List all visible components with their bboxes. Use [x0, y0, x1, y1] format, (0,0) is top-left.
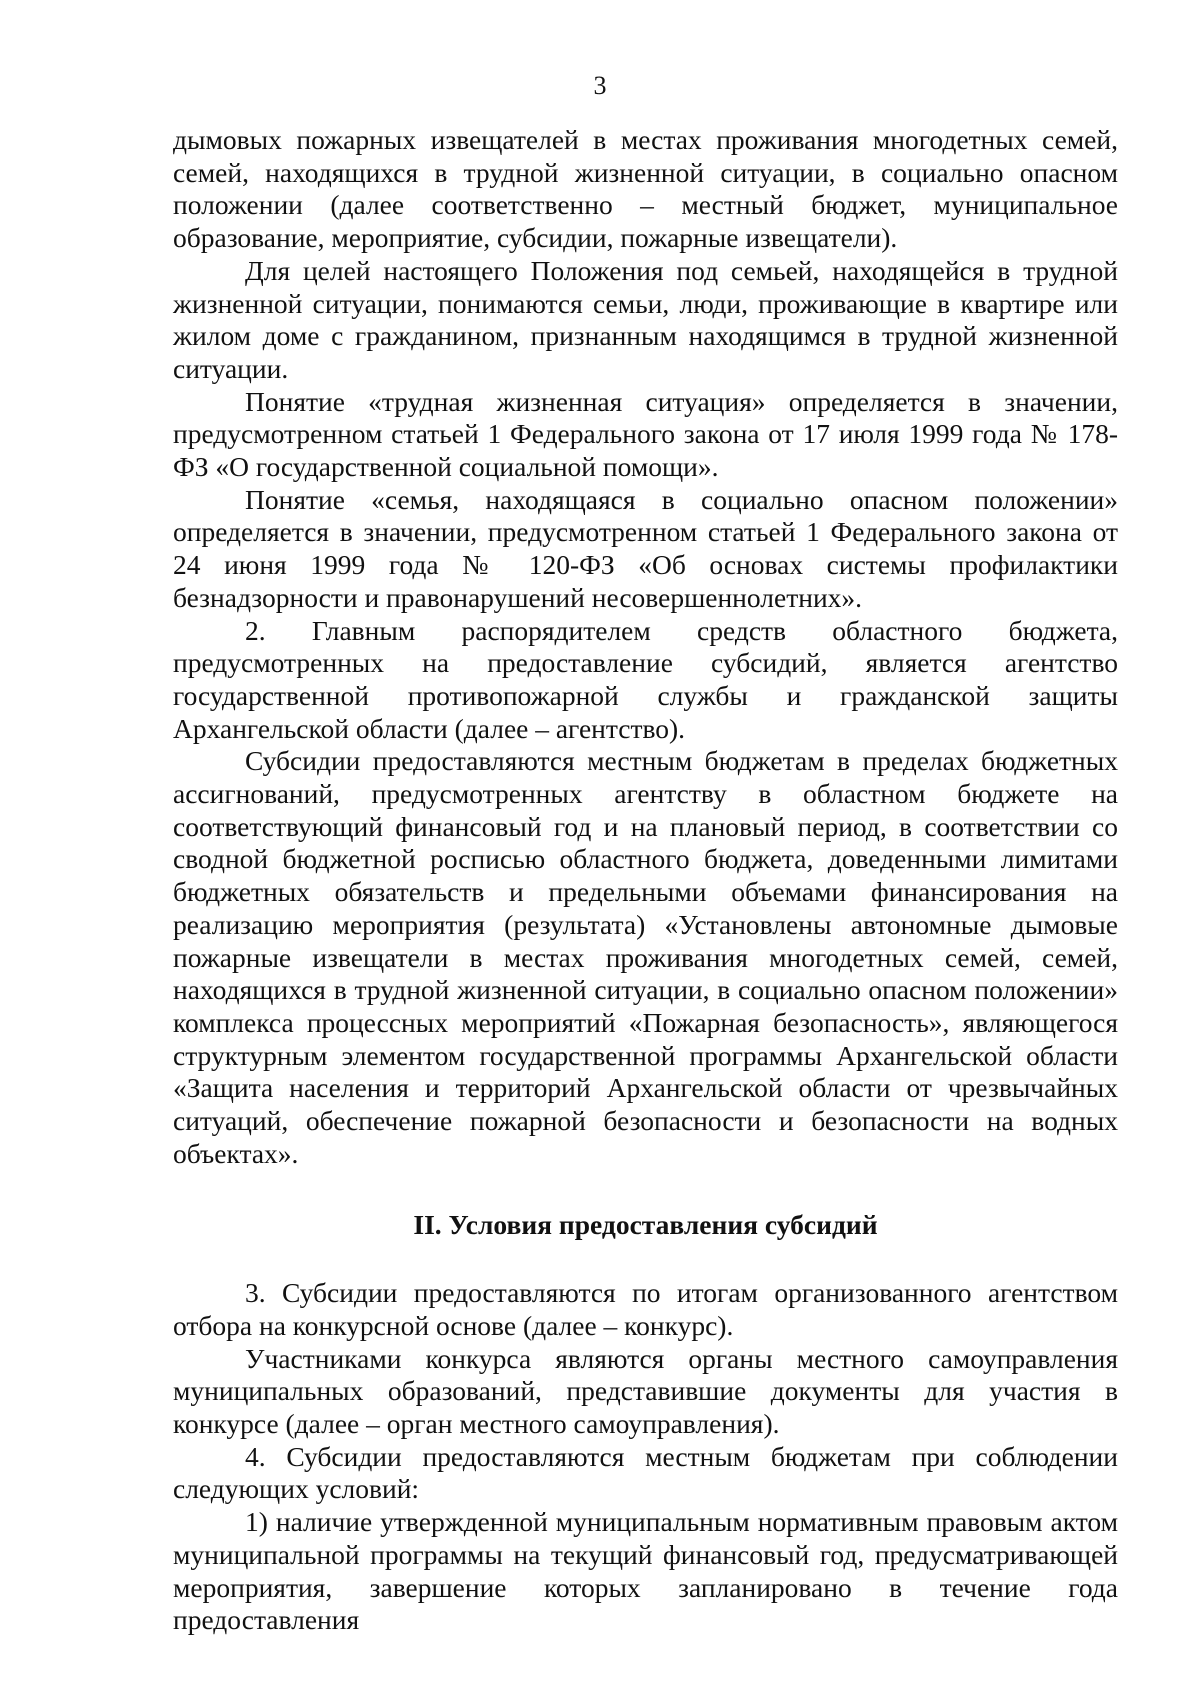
paragraph-difficult-situation: Понятие «трудная жизненная ситуация» определяется в значении, предусмотренном статьей 1 Федерального закона от 17 июля 1999 года № 178-ФЗ «О государственной социальной помощи».	[173, 385, 1118, 483]
paragraph-family-definition: Для целей настоящего Положения под семьей, находящейся в трудной жизненной ситуации, понимаются семьи, люди, проживающие в квартире или жилом доме с гражданином, признанным находящимся в трудной жизненной ситуации.	[173, 254, 1118, 384]
paragraph-item-3: 3. Субсидии предоставляются по итогам организованного агентством отбора на конкурсной основе (далее – конкурс).	[173, 1277, 1118, 1341]
page-number: 3	[593, 71, 607, 100]
paragraph-continuation: дымовых пожарных извещателей в местах проживания многодетных семей, семей, находящихся в трудной жизненной ситуации, в социально опасном положении (далее соответственно – местный бюджет, муниципальное образование, мероприятие, субсидии, пожарные извещатели).	[173, 124, 1118, 254]
paragraph-item-2: 2. Главным распорядителем средств областного бюджета, предусмотренных на предоставление субсидий, является агентство государственной противопожарной службы и гражданской защиты Архангельской области (далее – агентство).	[173, 614, 1118, 744]
paragraph-socially-dangerous: Понятие «семья, находящаяся в социально опасном положении» определяется в значении, предусмотренном статьей 1 Федерального закона от 24 июня 1999 года № 120-ФЗ «Об основах системы профилактики безнадзорности и правонарушений несовершеннолетних».	[173, 483, 1118, 613]
section-heading: II. Условия предоставления субсидий	[413, 1208, 878, 1240]
paragraph-participants: Участниками конкурса являются органы местного самоуправления муниципальных образований, представившие документы для участия в конкурсе (далее – орган местного самоуправления).	[173, 1342, 1118, 1440]
paragraph-item-4: 4. Субсидии предоставляются местным бюджетам при соблюдении следующих условий:	[173, 1440, 1118, 1505]
paragraph-condition-1: 1) наличие утвержденной муниципальным нормативным правовым актом муниципальной программы на текущий финансовый год, предусматривающей мероприятия, завершение которых запланировано в течение года предоставления	[173, 1506, 1118, 1636]
paragraph-subsidy-limits: Субсидии предоставляются местным бюджетам в пределах бюджетных ассигнований, предусмотренных агентству в областном бюджете на соответствующий финансовый год и на плановый период, в соответствии со сводной бюджетной росписью областного бюджета, доведенными лимитами бюджетных обязательств и предельными объемами финансирования на реализацию мероприятия (результата) «Установлены автономные дымовые пожарные извещатели в местах проживания многодетных семей, семей, находящихся в трудной жизненной ситуации, в социально опасном положении» комплекса процессных мероприятий «Пожарная безопасность», являющегося структурным элементом государственной программы Архангельской области «Защита населения и территорий Архангельской области от чрезвычайных ситуаций, обеспечение пожарной безопасности и безопасности на водных объектах».	[173, 745, 1118, 1169]
document-body	[173, 124, 1118, 1637]
